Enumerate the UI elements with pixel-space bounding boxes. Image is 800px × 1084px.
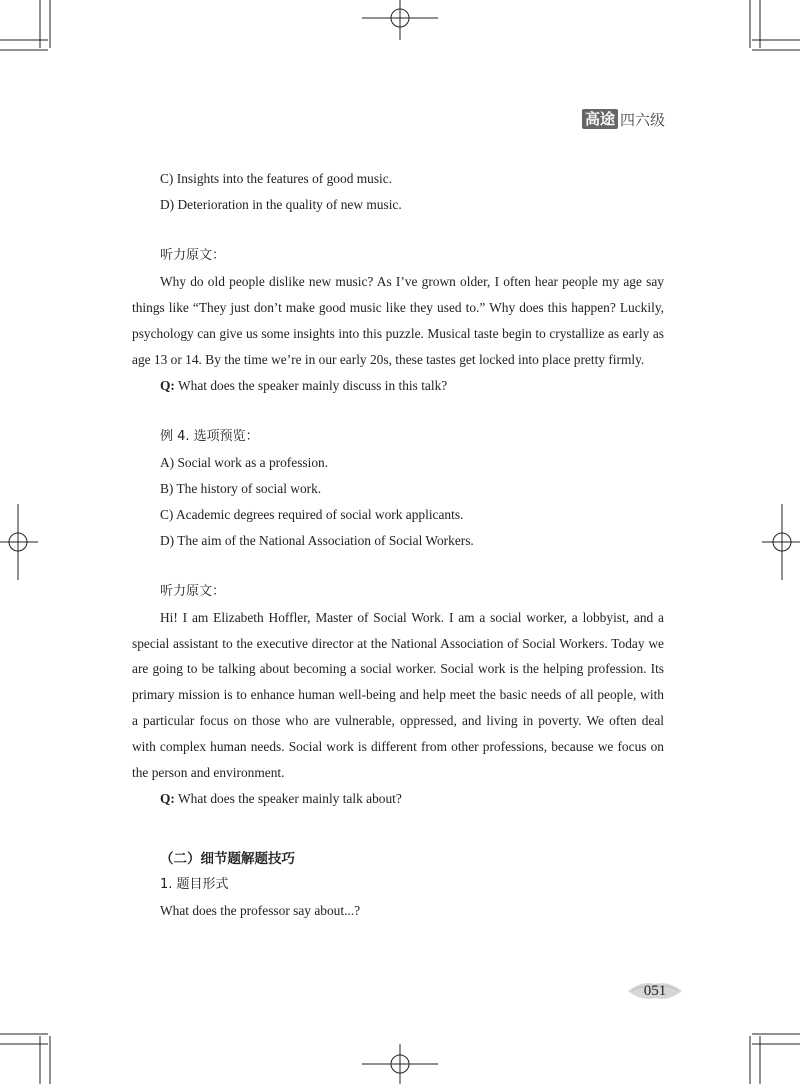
example-4-label: 例 4. 选项预览：	[160, 428, 259, 444]
brand-title: 四六级	[620, 110, 666, 129]
question-2-label: Q:	[160, 790, 175, 806]
transcript-paragraph-2: Hi! I am Elizabeth Hoffler, Master of Social Work. I am a social worker, a lobbyist, and a special assistant to the executive director at the National Association of Social Workers. Today we are going to be talking about becoming a social worker. Social work is the helping profession. Its primary mission is to enhance human well-being and help meet the basic needs of all people, with a particular focus on those who are vulnerable, oppressed, and living in poverty. We often deal with complex human needs. Social work is different from other professions, because we focus on the person and environment.	[132, 609, 664, 781]
page-number: 051	[643, 983, 667, 999]
option-d-previous: D) Deterioration in the quality of new music.	[160, 197, 402, 212]
example-4-option-d: D) The aim of the National Association of Social Workers.	[160, 532, 474, 548]
transcript-label-2: 听力原文：	[160, 583, 226, 599]
question-2-text: What does the speaker mainly talk about?	[174, 790, 402, 806]
transcript-paragraph-1: Why do old people dislike new music? As I’ve grown older, I often hear people my age say things like “They just don’t make good music like they used to.” Why does this happen? Luckily, psychology can give us some insights into this puzzle. Musical taste begin to crystallize as early as age 13 or 14. By the time we’re in our early 20s, these tastes get locked into place pretty firmly.	[132, 274, 664, 367]
example-4-option-c: C) Academic degrees required of social work applicants.	[160, 506, 464, 522]
page-number-badge	[626, 980, 684, 1002]
example-4-option-a: A) Social work as a profession.	[160, 454, 329, 470]
brand-logo-box: 高途	[582, 109, 618, 129]
transcript-label-1: 听力原文：	[160, 248, 226, 263]
example-4-option-b: B) The history of social work.	[160, 480, 322, 496]
question-2	[132, 786, 664, 812]
header-brand	[582, 108, 665, 130]
question-form-example: What does the professor say about...?	[160, 902, 361, 918]
section-heading: （二）细节题解题技巧	[160, 850, 295, 867]
sub-heading: 1. 题目形式	[160, 876, 229, 892]
question-1	[132, 373, 664, 399]
page-content	[132, 166, 664, 924]
question-1-label: Q:	[160, 377, 175, 393]
question-1-text: What does the speaker mainly discuss in this talk?	[174, 377, 448, 393]
option-c-previous: C) Insights into the features of good music.	[160, 171, 393, 186]
